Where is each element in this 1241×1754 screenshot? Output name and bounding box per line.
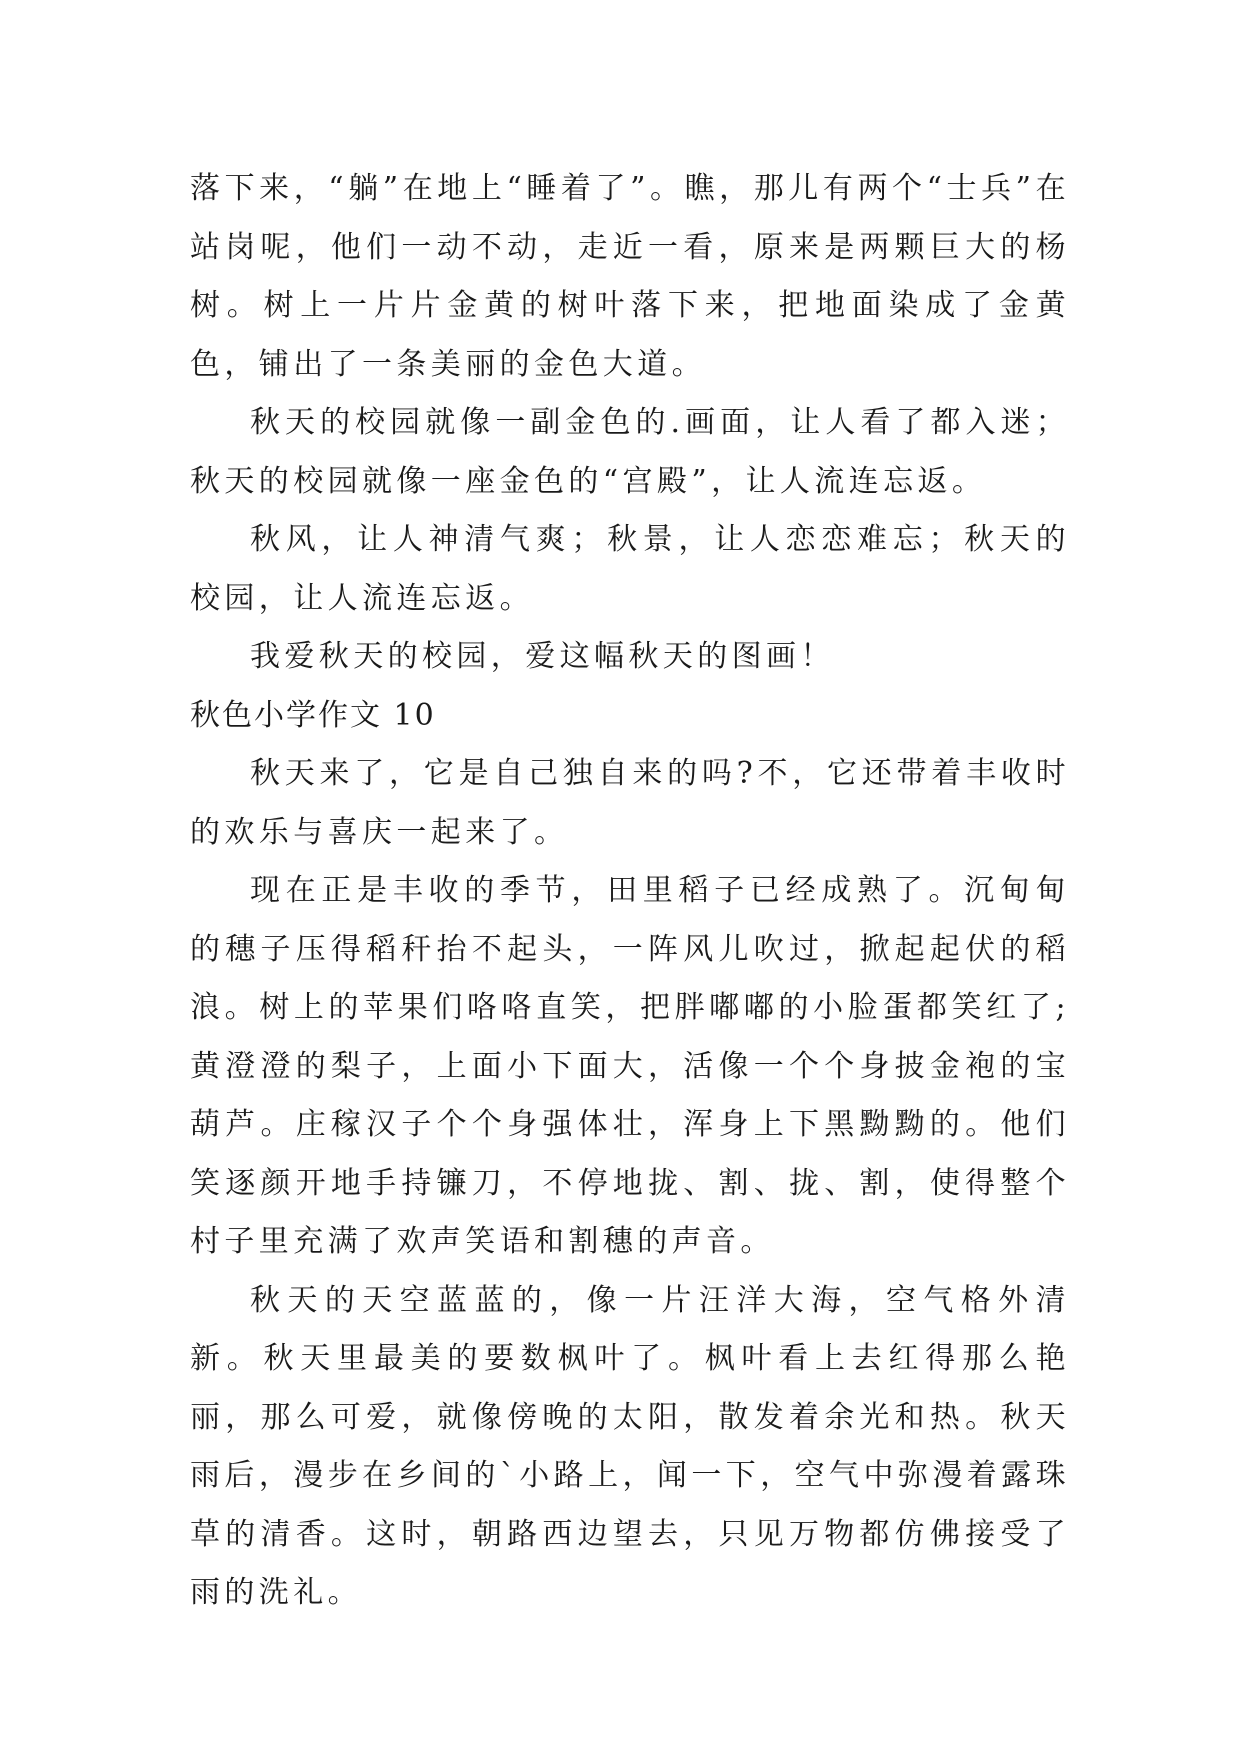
paragraph-love-campus: 我爱秋天的校园，爱这幅秋天的图画！ bbox=[250, 639, 835, 674]
paragraph-autumn-wind: 秋风，让人神清气爽；秋景，让人恋恋难忘；秋天的校园，让人流连忘返。 bbox=[190, 522, 1070, 616]
paragraph-campus-painting: 秋天的校园就像一副金色的.画面，让人看了都入迷；秋天的校园就像一座金色的“宫殿”，让人流连忘返。 bbox=[190, 405, 1070, 499]
paragraph-autumn-sky: 秋天的天空蓝蓝的，像一片汪洋大海，空气格外清新。秋天里最美的要数枫叶了。枫叶看上去红得那么艳丽，那么可爱，就像傍晚的太阳，散发着余光和热。秋天雨后，漫步在乡间的`小路上，闻一下，空气中弥漫着露珠草的清香。这时，朝路西边望去，只见万物都仿佛接受了雨的洗礼。 bbox=[190, 1282, 1070, 1610]
document-page bbox=[190, 160, 1070, 1623]
paragraph-harvest: 现在正是丰收的季节，田里稻子已经成熟了。沉甸甸的穗子压得稻秆抬不起头，一阵风儿吹过，掀起起伏的稻浪。树上的苹果们咯咯直笑，把胖嘟嘟的小脸蛋都笑红了;黄澄澄的梨子，上面小下面大，活像一个个身披金袍的宝葫芦。庄稼汉子个个身强体壮，浑身上下黑黝黝的。他们笑逐颜开地手持镰刀，不停地拢、割、拢、割，使得整个村子里充满了欢声笑语和割穗的声音。 bbox=[190, 873, 1070, 1259]
paragraph-continuation: 落下来，“躺”在地上“睡着了”。瞧，那儿有两个“士兵”在站岗呢，他们一动不动，走近一看，原来是两颗巨大的杨树。树上一片片金黄的树叶落下来，把地面染成了金黄色，铺出了一条美丽的金色大道。 bbox=[190, 171, 1070, 382]
paragraph-autumn-arrives: 秋天来了，它是自己独自来的吗?不，它还带着丰收时的欢乐与喜庆一起来了。 bbox=[190, 756, 1070, 850]
essay-heading: 秋色小学作文 10 bbox=[190, 697, 436, 733]
